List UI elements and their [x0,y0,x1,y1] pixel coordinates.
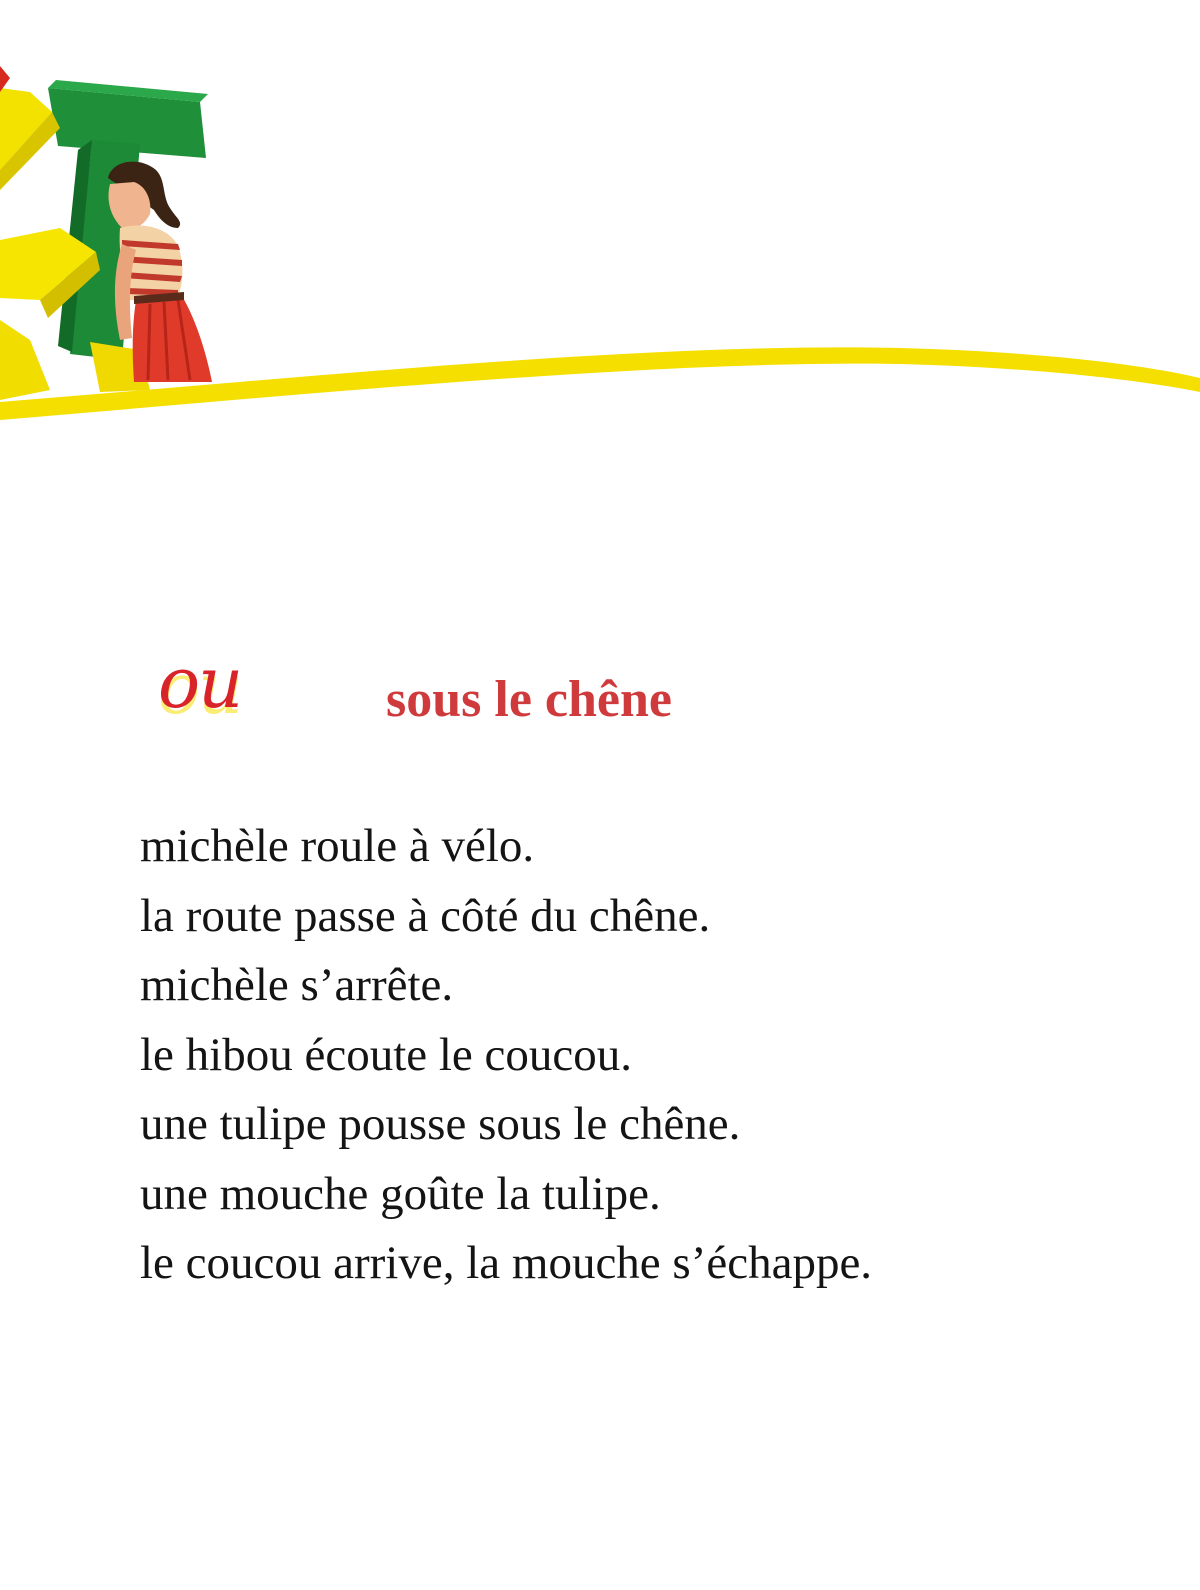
text-line: michèle s’arrête. [140,959,454,1011]
text-line: le coucou arrive, la mouche s’échappe. [140,1237,873,1289]
lesson-heading [158,642,858,738]
text-line: le hibou écoute le coucou. [140,1028,633,1081]
text-line: une mouche goûte la tulipe. [140,1167,661,1220]
text-line: une tulipe pousse sous le chêne. [140,1098,741,1150]
sound-letters: ou [158,642,242,724]
lesson-title: sous le chêne [386,671,672,728]
text-line: michèle roule à vélo. [140,820,535,872]
red-block-edge [0,66,10,92]
text-line: la route passe à côté du chêne. [140,889,711,942]
header-illustration [0,0,1200,440]
reading-text [140,812,1140,1299]
